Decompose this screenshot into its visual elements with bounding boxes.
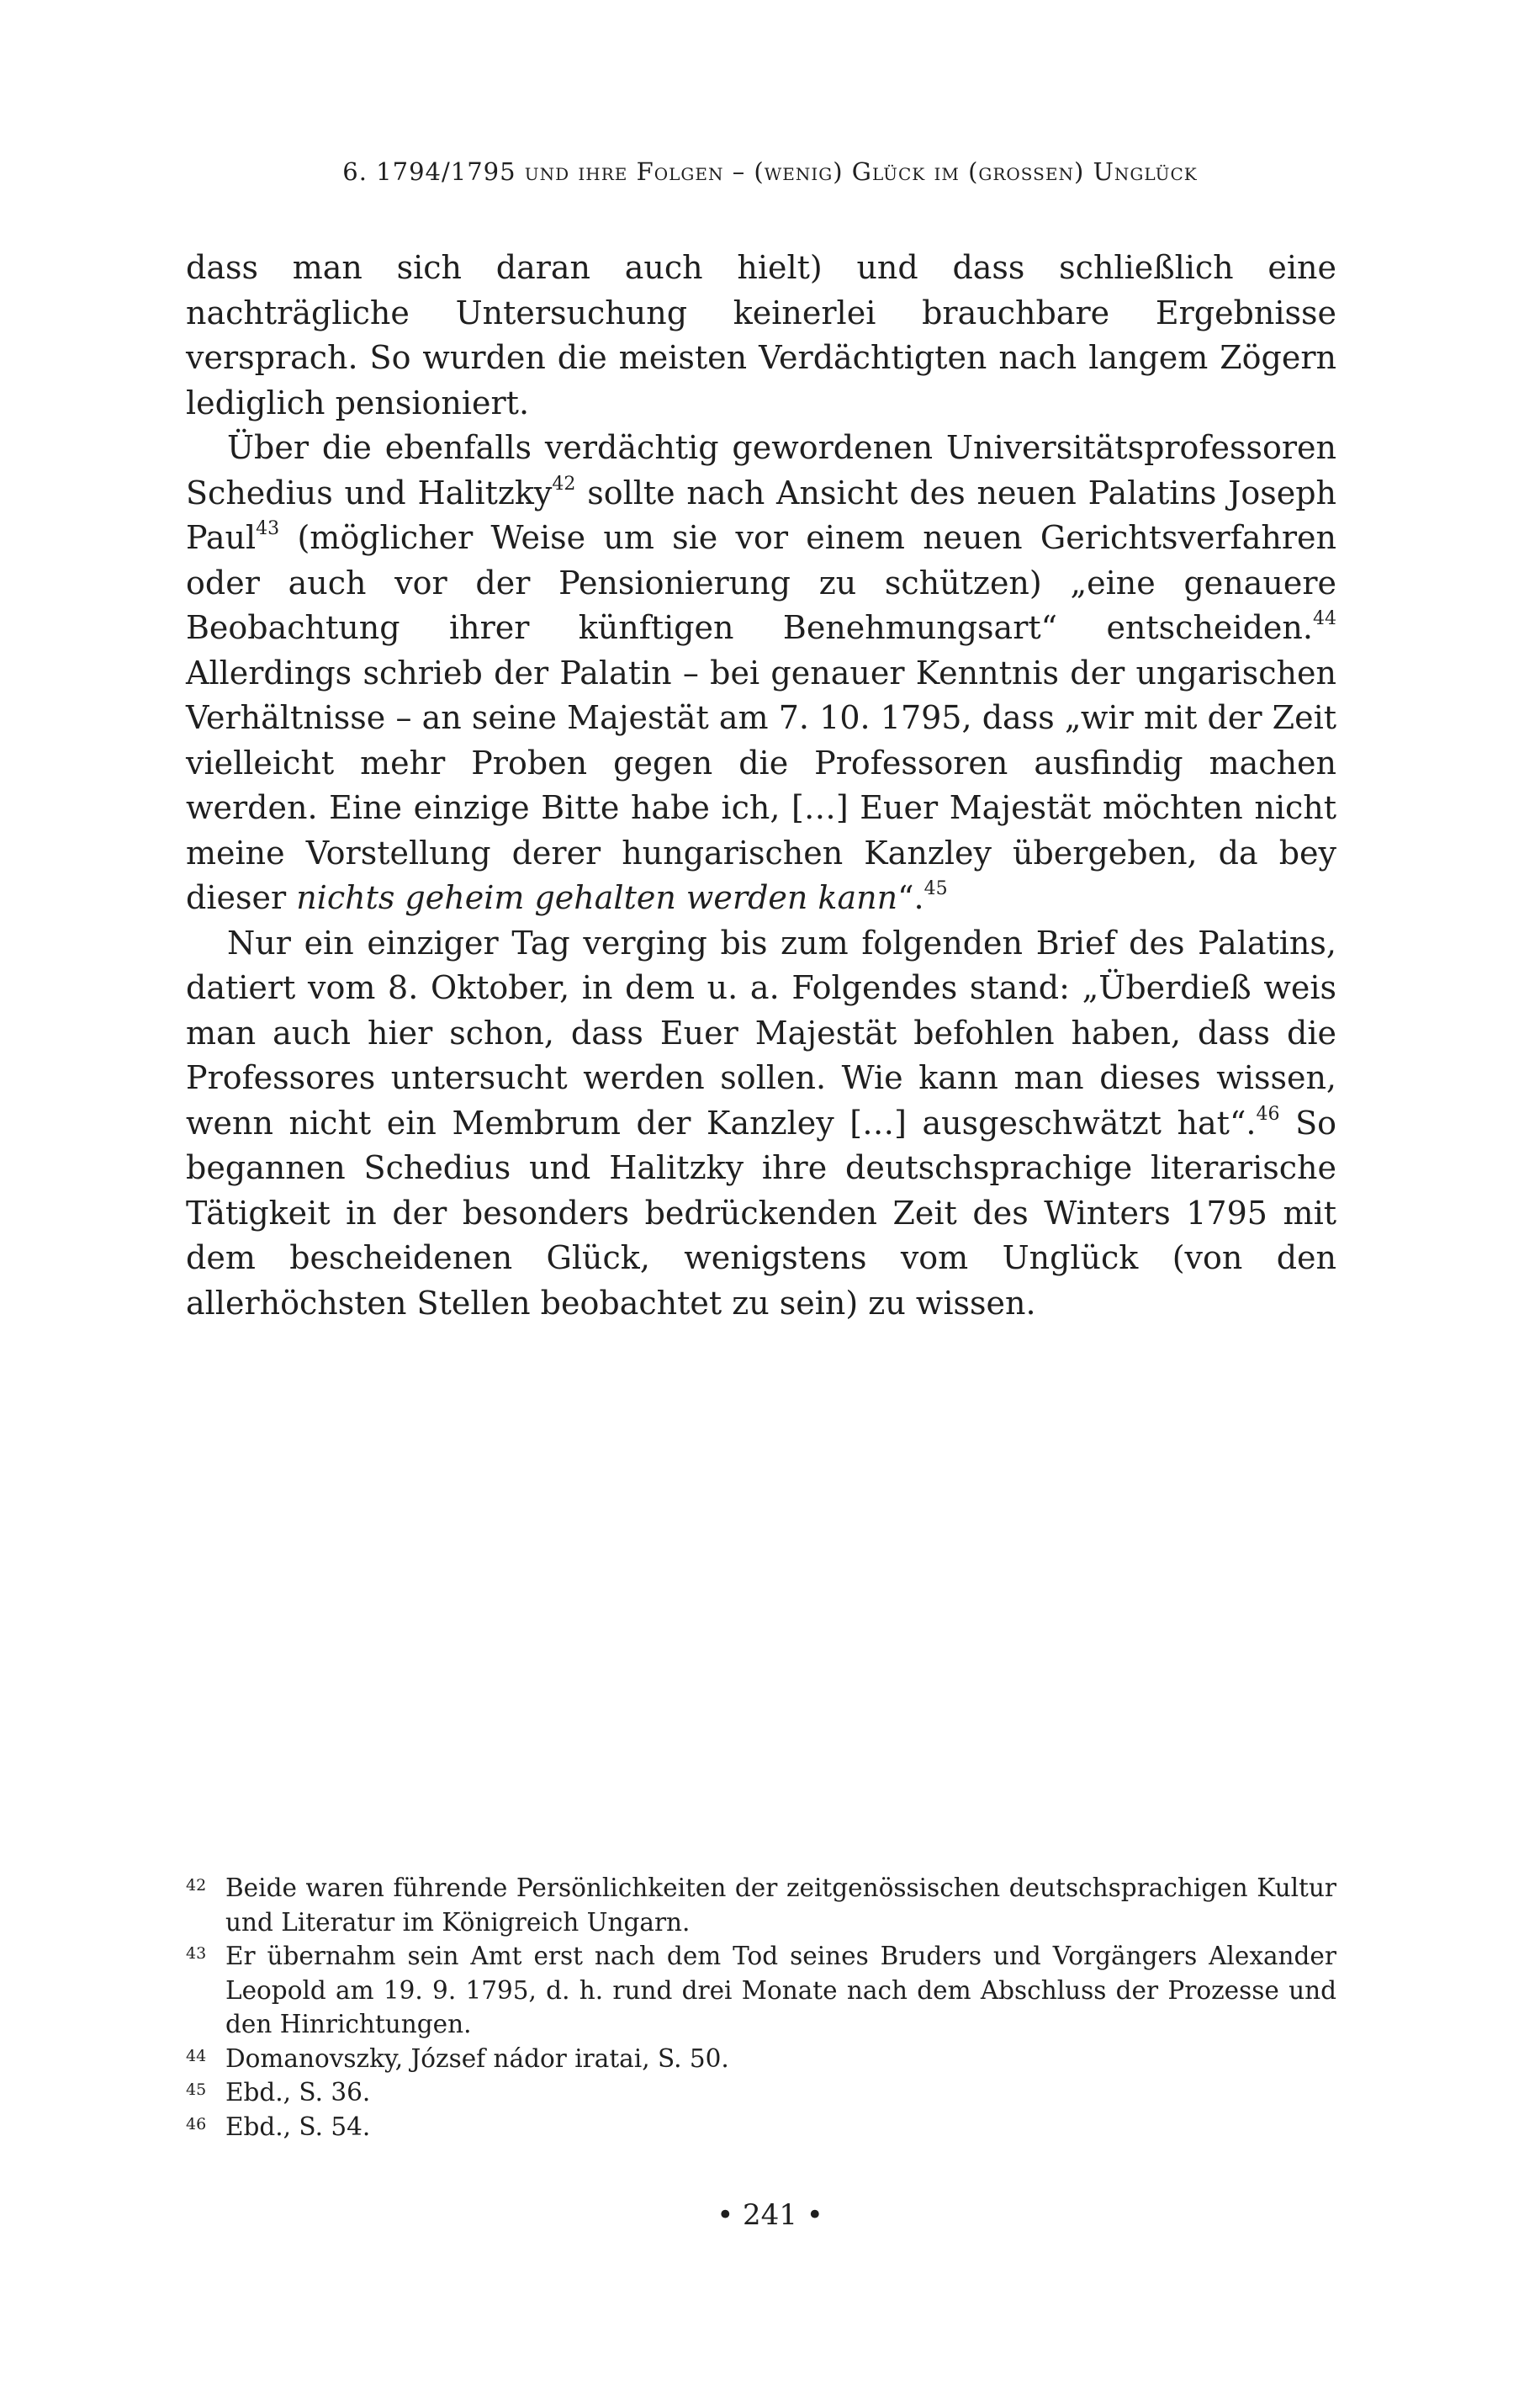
footnote-number: 43	[186, 1944, 207, 1963]
paragraph-2-italic-quote: nichts geheim gehalten werden kann	[296, 879, 898, 916]
footnote-42	[186, 1871, 1336, 1939]
footnote-text: Ebd., S. 36.	[225, 2078, 371, 2107]
footnote-45	[186, 2075, 1336, 2110]
paragraph-2-text-c: (möglicher Weise um sie vor einem neuen Gerichtsverfahren oder auch vor der Pensionierung zu schützen) „eine genauere Beobachtung ihrer künftigen Benehmungsart“ entscheiden.	[186, 519, 1336, 646]
paragraph-2-text-d: Allerdings schrieb der Palatin – bei genauer Kenntnis der ungarischen Verhältnisse – an seine Majestät am 7. 10. 1795, dass „wir mit der Zeit vielleicht mehr Proben gegen die Professoren ausfindig machen werden. Eine einzige Bitte habe ich, […] Euer Majestät möchten nicht meine Vorstellung derer hungarischen Kanzley übergeben, da bey dieser	[186, 654, 1336, 916]
main-text	[186, 246, 1336, 1326]
footnote-text: Er übernahm sein Amt erst nach dem Tod seines Bruders und Vorgängers Alexander Leopold am 19. 9. 1795, d. h. rund drei Monate nach dem Abschluss der Prozesse und den Hinrichtungen.	[225, 1942, 1336, 2038]
footnote-number: 45	[186, 2080, 207, 2099]
footnote-44	[186, 2042, 1336, 2076]
footnote-text: Ebd., S. 54.	[225, 2112, 371, 2141]
footnote-number: 42	[186, 1876, 207, 1895]
footnote-ref-45: 45	[923, 877, 948, 899]
footnote-text: Domanovszky, József nádor iratai, S. 50.	[225, 2043, 729, 2073]
footnote-ref-46: 46	[1256, 1103, 1280, 1125]
footnote-number: 46	[186, 2114, 207, 2133]
footnote-43	[186, 1939, 1336, 2042]
paragraph-3-text-a: Nur ein einziger Tag verging bis zum folgenden Brief des Palatins, datiert vom 8. Oktober, in dem u. a. Folgendes stand: „Überdieß weis man auch hier schon, dass Euer Majestät befohlen haben, dass die Professores untersucht werden sollen. Wie kann man dieses wissen, wenn nicht ein Membrum der Kanzley […] ausgeschwätzt hat“.	[186, 924, 1336, 1142]
footnotes	[186, 1871, 1336, 2144]
footnote-text: Beide waren führende Persönlichkeiten der zeitgenössischen deutschsprachigen Kultur und Literatur im Königreich Ungarn.	[225, 1874, 1336, 1937]
footnote-ref-42: 42	[552, 473, 576, 495]
footnote-46	[186, 2110, 1336, 2144]
footnote-ref-43: 43	[256, 517, 280, 539]
paragraph-2-text-b: sollte nach Ansicht des neuen Palatins Joseph Paul	[186, 474, 1336, 556]
paragraph-2	[186, 426, 1336, 921]
paragraph-1: dass man sich daran auch hielt) und dass schließlich eine nachträgliche Untersuchung keinerlei brauchbare Ergebnisse versprach. So wurden die meisten Verdächtigten nach langem Zögern lediglich pensioniert.	[186, 249, 1336, 421]
footnote-number: 44	[186, 2046, 207, 2065]
paragraph-3-text-b: So begannen Schedius und Halitzky ihre deutschsprachige literarische Tätigkeit in der besonders bedrückenden Zeit des Winters 1795 mit dem bescheidenen Glück, wenigstens vom Unglück (von den allerhöchsten Stellen beobachtet zu sein) zu wissen.	[186, 1104, 1336, 1322]
paragraph-2-text-e: “.	[897, 879, 924, 916]
paragraph-3	[186, 921, 1336, 1327]
paragraph-2-text-a: Über die ebenfalls verdächtig gewordenen Universitätsprofessoren Schedius und Halitzky	[186, 429, 1336, 511]
running-header: 6. 1794/1795 und ihre Folgen – (wenig) Glück im (grossen) Unglück	[342, 157, 1198, 186]
footnote-ref-44: 44	[1312, 607, 1336, 629]
page-number: • 241 •	[717, 2198, 823, 2232]
